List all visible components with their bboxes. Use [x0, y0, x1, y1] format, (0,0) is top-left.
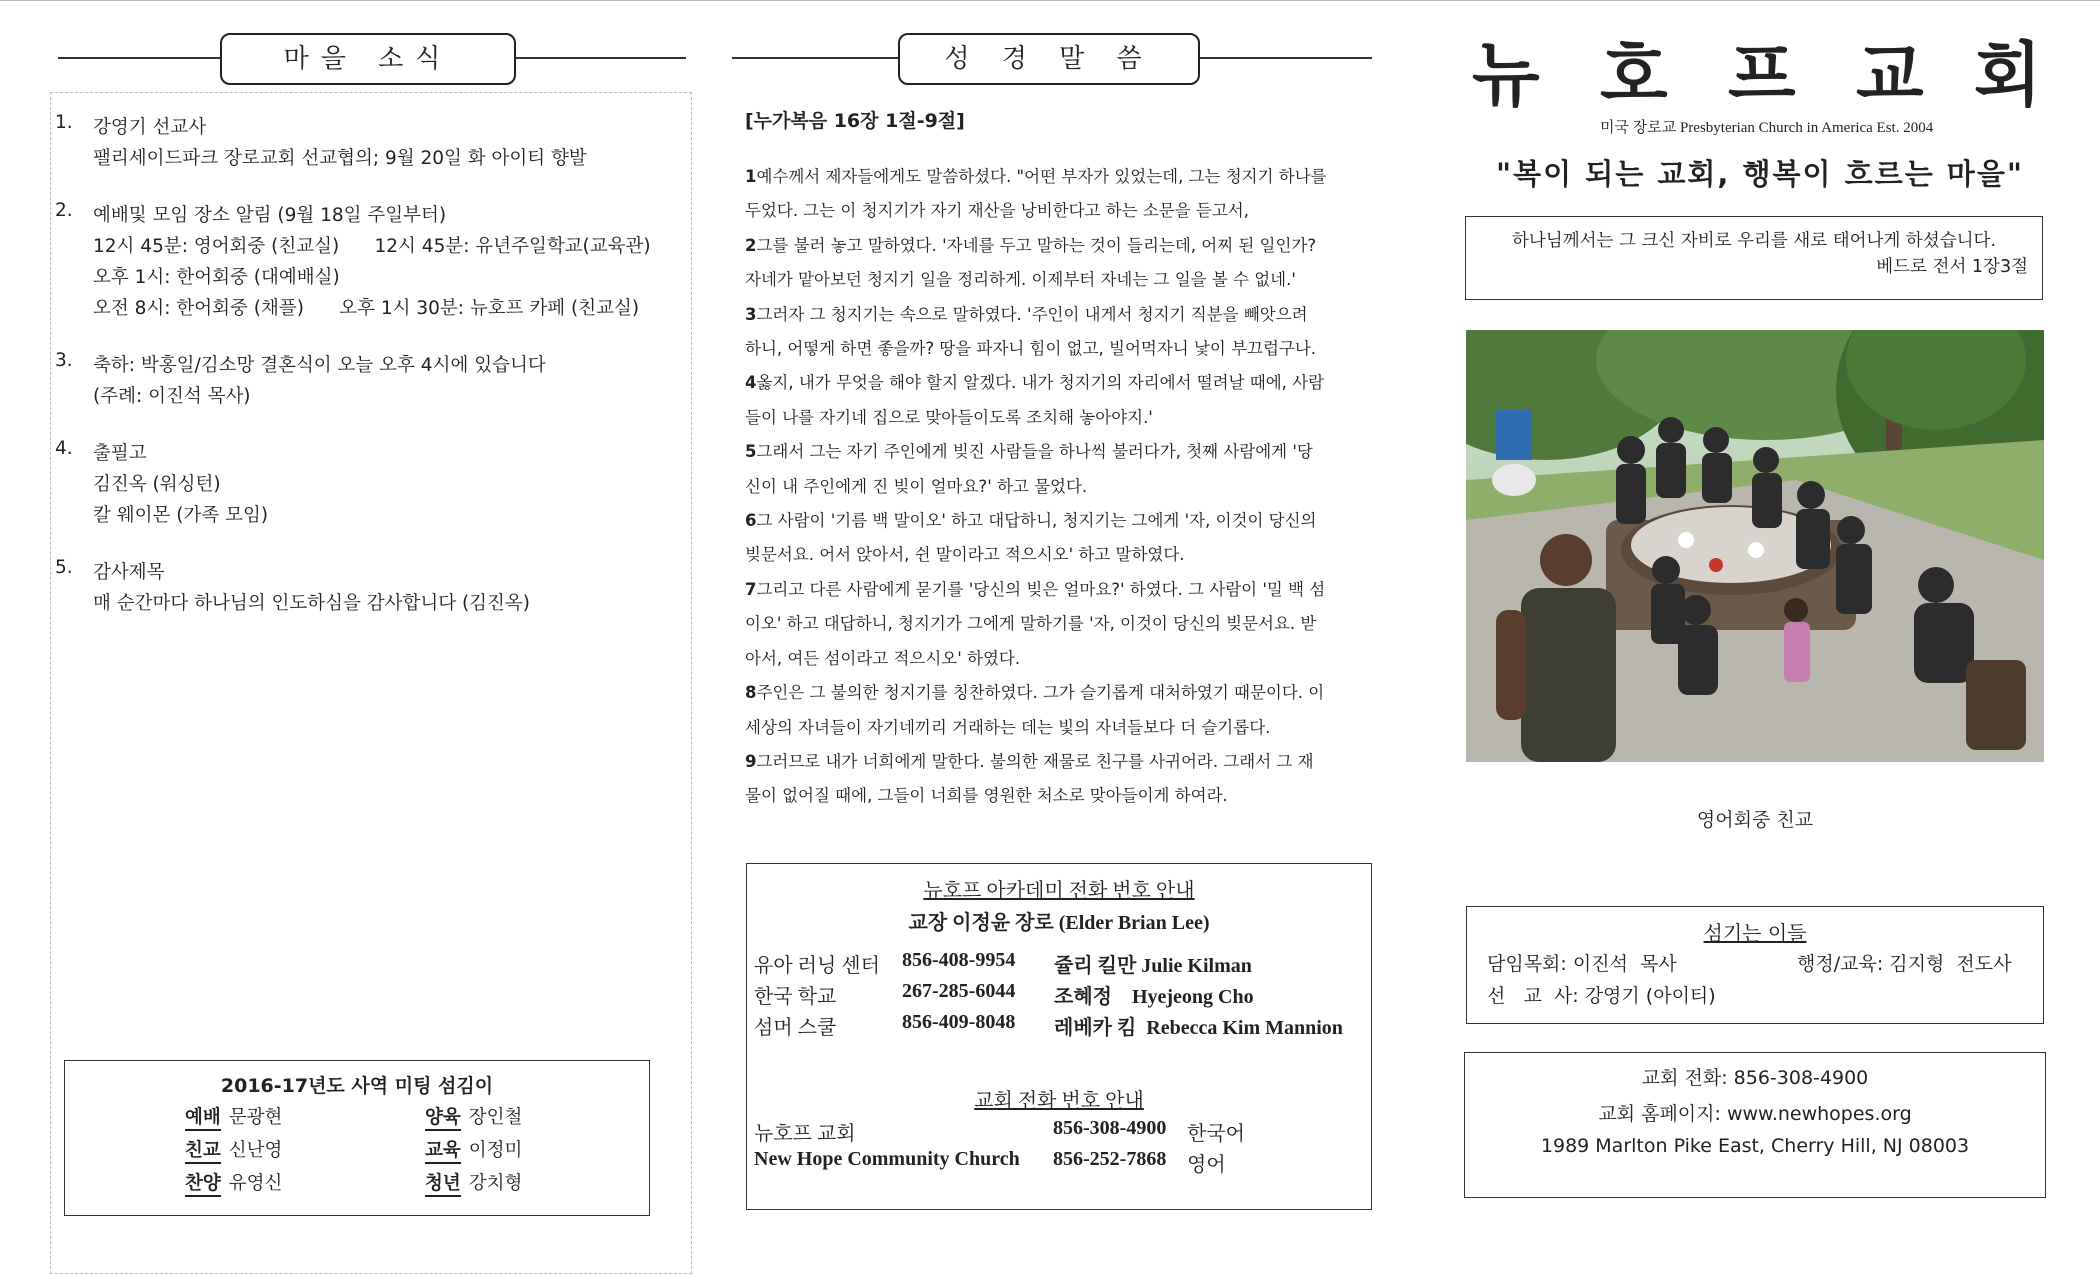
verse-line — [745, 470, 1375, 504]
staff-missionary: 선 교 사: 강영기 (아이티) — [1487, 985, 1716, 1007]
verse-line — [745, 366, 1375, 400]
verse-number: 9 — [745, 751, 757, 771]
verse-text: 그리고 다른 사람에게 묻기를 '당신의 빚은 얼마요?' 하였다. 그 사람이 '밀 백 섬 — [756, 579, 1326, 599]
staff-admin-education: 행정/교육: 김지형 전도사 — [1797, 953, 2012, 975]
verse-text: 두었다. 그는 이 청지기가 자기 재산을 낭비한다고 하는 소문을 듣고서, — [745, 201, 1249, 221]
staff-title: 섬기는 이들 — [1703, 921, 1807, 945]
verse-number: 7 — [745, 579, 757, 599]
news-item-number: 4. — [55, 438, 73, 459]
scripture-verses — [745, 160, 1375, 814]
verse-text: 이오' 하고 대답하니, 청지기가 그에게 말하기를 '자, 이것이 당신의 빚문서요. 받 — [745, 614, 1317, 634]
verse-line — [745, 401, 1375, 435]
ministry-meeting-title: 2016-17년도 사역 미팅 섬김이 — [220, 1075, 494, 1097]
verse-text: 신이 내 주인에게 진 빚이 얼마요?' 하고 물었다. — [745, 476, 1088, 496]
verse-text: 세상의 자녀들이 자기네끼리 거래하는 데는 빛의 자녀들보다 더 슬기롭다. — [745, 717, 1271, 737]
verse-line — [745, 332, 1375, 366]
news-item-number: 5. — [55, 557, 73, 578]
academy-row-contact: 레베카 킴 Rebecca Kim Mannion — [1054, 1017, 1343, 1039]
verse-number: 3 — [745, 304, 757, 324]
ministry-meeting-box — [64, 1060, 650, 1216]
news-item-line: (주례: 이진석 목사) — [93, 386, 251, 407]
verse-line — [745, 298, 1375, 332]
church-name-char: 호 — [1600, 34, 1668, 116]
section-title-village-news: 마을 소식 — [220, 33, 516, 85]
scripture-reference: [누가복음 16장 1절-9절] — [745, 110, 965, 132]
news-item-line: 오후 1시: 한어회중 (대예배실) — [93, 267, 340, 288]
church-name-char: 프 — [1728, 34, 1796, 116]
verse-text: 자네가 맡아보던 청지기 일을 정리하게. 이제부터 자네는 그 일을 볼 수 없네.' — [745, 270, 1296, 290]
verse-text: 그 사람이 '기름 백 말이오' 하고 대답하니, 청지기는 그에게 '자, 이것이 당신의 — [756, 511, 1317, 531]
photo-caption: 영어회중 친교 — [1696, 809, 1814, 831]
verse-text: 그를 불러 놓고 말하였다. '자네를 두고 말하는 것이 들리는데, 어찌 된 일인가? — [756, 235, 1317, 255]
news-item-line: 감사제목 — [93, 562, 165, 583]
academy-row-contact: 조혜정 Hyejeong Cho — [1054, 986, 1254, 1008]
verse-number: 2 — [745, 235, 757, 255]
news-item-number: 3. — [55, 350, 73, 371]
verse-text: 들이 나를 자기네 집으로 맞아들이도록 조치해 놓아야지.' — [745, 407, 1153, 427]
fellowship-photo — [1466, 330, 2044, 762]
church-contact-box — [1464, 1052, 2046, 1198]
verse-line — [745, 711, 1375, 745]
news-item — [55, 438, 685, 531]
ministry-worship: 예배 문광현 — [185, 1103, 282, 1129]
news-item-line: 예배및 모임 장소 알림 (9월 18일 주일부터) — [93, 205, 447, 226]
news-item-number: 1. — [55, 112, 73, 133]
verse-text: 주인은 그 불의한 청지기를 칭찬하였다. 그가 슬기롭게 대처하였기 때문이다. 이 — [756, 683, 1325, 703]
verse-number: 8 — [745, 683, 757, 703]
verse-line — [745, 779, 1375, 813]
verse-number: 4 — [745, 373, 757, 393]
church-phone-number: 856-252-7868 — [1053, 1148, 1167, 1170]
church-phone-lang: 한국어 — [1187, 1123, 1245, 1145]
academy-row-name: 유아 러닝 센터 — [754, 955, 880, 977]
verse-line — [745, 676, 1375, 710]
verse-text: 그러므로 내가 너희에게 말한다. 불의한 재물로 친구를 사귀어라. 그래서 그 재 — [756, 751, 1314, 771]
church-address: 1989 Marlton Pike East, Cherry Hill, NJ 08003 — [1540, 1135, 1970, 1157]
news-item — [55, 557, 685, 619]
church-phone-lang: 영어 — [1187, 1154, 1226, 1176]
verse-text: 빚문서요. 어서 앉아서, 쉰 말이라고 적으시오' 하고 말하였다. — [745, 545, 1185, 565]
verse-line — [745, 504, 1375, 538]
verse-text: 예수께서 제자들에게도 말씀하셨다. "어떤 부자가 있었는데, 그는 청지기 하나를 — [756, 167, 1327, 186]
church-name-char: 회 — [1974, 34, 2042, 116]
church-website[interactable]: 교회 홈페이지: www.newhopes.org — [1598, 1103, 1912, 1125]
verse-line — [745, 229, 1375, 263]
verse-text: 물이 없어질 때에, 그들이 너희를 영원한 처소로 맞아들이게 하여라. — [745, 786, 1228, 806]
ministry-youth: 청년 강치형 — [425, 1169, 522, 1195]
church-affiliation: 미국 장로교 Presbyterian Church in America Est. 2004 — [1600, 120, 1934, 136]
church-phone-name: New Hope Community Church — [754, 1148, 1020, 1170]
ministry-praise: 찬양 유영신 — [185, 1169, 282, 1195]
ministry-fellowship: 친교 신난영 — [185, 1136, 282, 1162]
church-name-char: 뉴 — [1472, 34, 1540, 116]
church-phone-number: 856-308-4900 — [1053, 1117, 1167, 1139]
academy-row-phone: 856-409-8048 — [902, 1011, 1016, 1033]
academy-row-phone: 267-285-6044 — [902, 980, 1016, 1002]
academy-row-contact: 쥴리 킬만 Julie Kilman — [1054, 955, 1252, 977]
verse-line — [745, 435, 1375, 469]
verse-text: 옳지, 내가 무엇을 해야 할지 알겠다. 내가 청지기의 자리에서 떨려날 때에, 사람 — [756, 373, 1325, 393]
verse-line — [745, 160, 1375, 194]
ministry-nurture: 양육 장인철 — [425, 1103, 522, 1129]
staff-box — [1466, 906, 2044, 1024]
news-item — [55, 112, 685, 174]
academy-phone-title: 뉴호프 아카데미 전화 번호 안내 — [923, 880, 1195, 902]
verse-line — [745, 263, 1375, 297]
section-title-scripture: 성 경 말 씀 — [898, 33, 1200, 85]
news-item-line: 축하: 박홍일/김소망 결혼식이 오늘 오후 4시에 있습니다 — [93, 355, 546, 376]
church-name-char: 교 — [1856, 34, 1924, 116]
news-item-line: 매 순간마다 하나님의 인도하심을 감사합니다 (김진옥) — [93, 593, 531, 614]
church-phone: 교회 전화: 856-308-4900 — [1641, 1067, 1869, 1089]
news-item-line: 오전 8시: 한어회중 (채플) 오후 1시 30분: 뉴호프 카페 (친교실) — [93, 298, 640, 319]
scripture-quote-text: 하나님께서는 그 크신 자비로 우리를 새로 태어나게 하셨습니다. — [1511, 231, 1997, 251]
church-slogan: "복이 되는 교회, 행복이 흐르는 마을" — [1496, 157, 2024, 191]
ministry-education: 교육 이정미 — [425, 1136, 522, 1162]
verse-text: 아서, 여든 섬이라고 적으시오' 하였다. — [745, 648, 1021, 668]
verse-text: 그래서 그는 자기 주인에게 빚진 사람들을 하나씩 불러다가, 첫째 사람에게 '당 — [756, 442, 1313, 462]
verse-line — [745, 538, 1375, 572]
church-name — [1470, 30, 2050, 120]
verse-line — [745, 745, 1375, 779]
news-item — [55, 350, 685, 412]
verse-line — [745, 642, 1375, 676]
news-item — [55, 200, 685, 324]
verse-text: 그러자 그 청지기는 속으로 말하였다. '주인이 내게서 청지기 직분을 빼앗으려 — [756, 304, 1308, 324]
news-item-line: 칼 웨이몬 (가족 모임) — [93, 505, 269, 526]
verse-number: 1 — [745, 167, 757, 186]
verse-text: 하니, 어떻게 하면 좋을까? 땅을 파자니 힘이 없고, 빌어먹자니 낯이 부끄럽구나. — [745, 339, 1317, 359]
verse-number: 6 — [745, 511, 757, 531]
staff-senior-pastor: 담임목회: 이진석 목사 — [1487, 953, 1677, 975]
news-item-line: 12시 45분: 영어회중 (친교실) 12시 45분: 유년주일학교(교육관) — [93, 236, 651, 257]
scripture-quote-ref: 베드로 전서 1장3절 — [1876, 257, 2028, 277]
verse-number: 5 — [745, 442, 757, 462]
scripture-quote-box — [1465, 216, 2043, 300]
verse-line — [745, 573, 1375, 607]
academy-row-name: 한국 학교 — [754, 986, 837, 1008]
news-item-number: 2. — [55, 200, 73, 221]
page-top-rule — [0, 0, 2100, 1]
academy-row-phone: 856-408-9954 — [902, 949, 1016, 971]
verse-line — [745, 194, 1375, 228]
church-phone-name: 뉴호프 교회 — [754, 1123, 856, 1145]
phone-directory-box — [746, 863, 1372, 1210]
academy-row-name: 섬머 스쿨 — [754, 1017, 837, 1039]
news-list — [55, 112, 685, 645]
verse-line — [745, 607, 1375, 641]
academy-principal: 교장 이정윤 장로 (Elder Brian Lee) — [908, 912, 1210, 934]
news-item-line: 강영기 선교사 — [93, 117, 207, 138]
church-phone-title: 교회 전화 번호 안내 — [974, 1090, 1144, 1112]
news-item-line: 김진옥 (워싱턴) — [93, 474, 221, 495]
news-item-line: 출필고 — [93, 443, 147, 464]
news-item-line: 팰리세이드파크 장로교회 선교협의; 9월 20일 화 아이티 향발 — [93, 148, 587, 169]
